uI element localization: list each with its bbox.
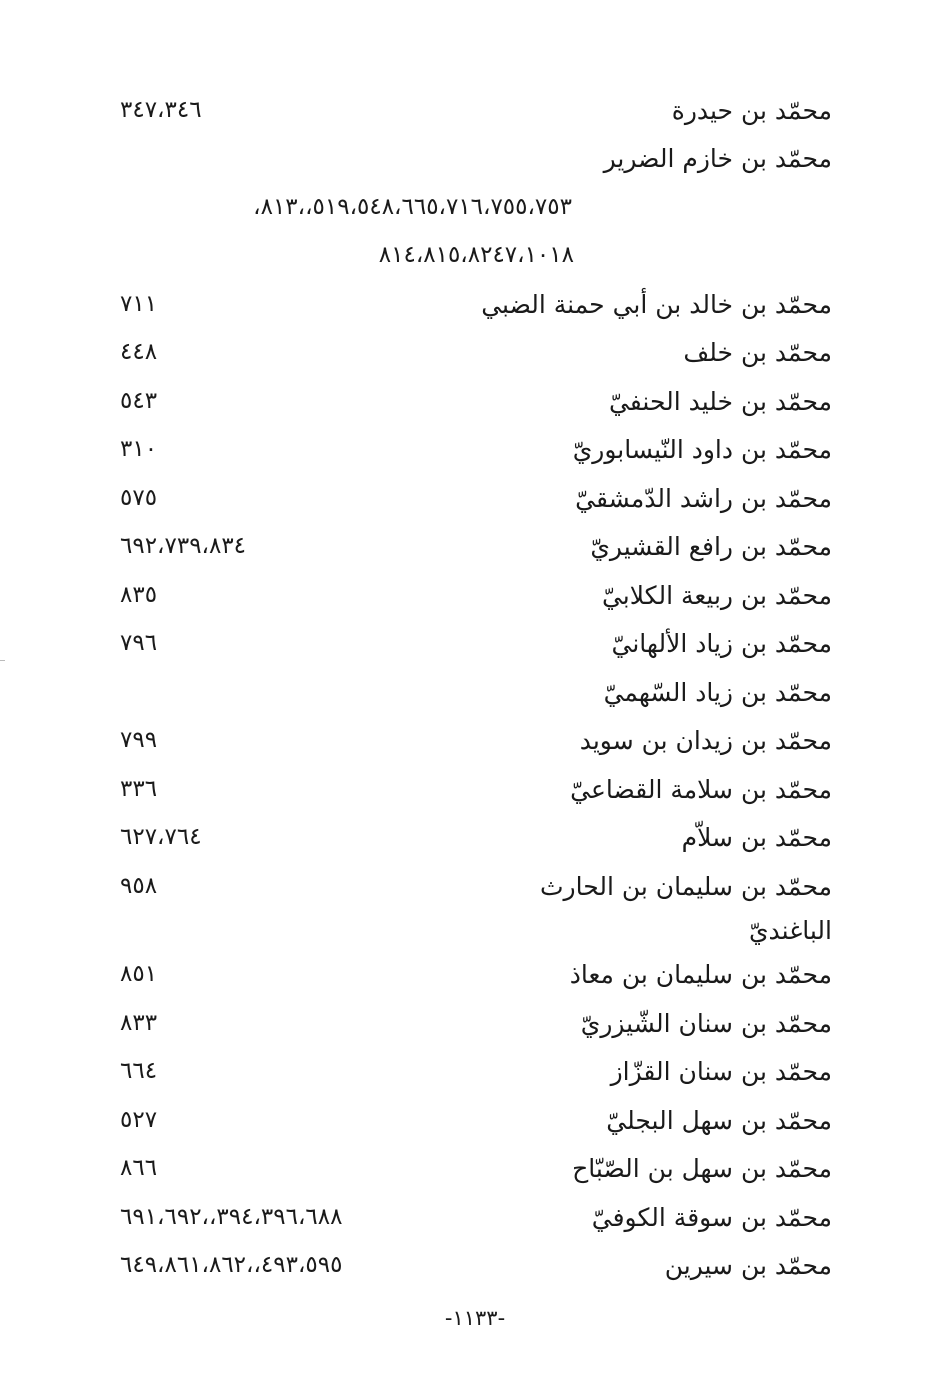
entry-pages: ٨٥١	[120, 961, 158, 988]
index-entry	[120, 717, 832, 766]
entry-pages: ٣٩٤،٣٩٦،٦٨٨،،٦٩١،٦٩٢	[120, 1203, 343, 1230]
entry-name: محمّد بن خليد الحنفيّ	[608, 386, 832, 416]
entry-pages: ٥٤٣	[120, 387, 158, 414]
entry-pages: ٦٢٧،٧٦٤	[120, 824, 202, 851]
entry-name: محمّد بن سليمان بن معاذ	[569, 960, 832, 990]
index-entry	[120, 951, 832, 1000]
entry-name: محمّد بن زياد السّهميّ	[603, 677, 832, 707]
entry-name: محمّد بن سلامة القضاعيّ	[570, 774, 832, 804]
index-entries	[120, 86, 832, 1290]
index-entry	[120, 1145, 832, 1194]
entry-name: محمّد بن سوقة الكوفيّ	[591, 1202, 832, 1232]
index-entry	[120, 999, 832, 1048]
entry-name: محمّد بن ربيعة الكلابيّ	[601, 580, 832, 610]
index-entry	[120, 426, 832, 475]
index-entry	[120, 474, 832, 523]
entry-name: محمّد بن خالد بن أبي حمنة الضبي	[481, 289, 832, 319]
index-entry	[120, 862, 832, 911]
entry-pages: ٤٩٣،٥٩٥،،٦٤٩،٨٦١،٨٦٢	[120, 1252, 343, 1279]
index-entry	[120, 814, 832, 863]
index-entry	[120, 620, 832, 669]
entry-pages: ٧٩٦	[120, 630, 158, 657]
entry-name: محمّد بن رافع القشيريّ	[590, 532, 832, 562]
entry-name: محمّد بن راشد الدّمشقيّ	[575, 483, 832, 513]
page-number: -١١٣٣-	[444, 1306, 506, 1330]
entry-name: محمّد بن خلف	[683, 338, 832, 368]
entry-pages: ٩٥٨	[120, 872, 158, 899]
entry-pages: ٥٧٥	[120, 484, 158, 511]
entry-name: محمّد بن داود النّيسابوريّ	[572, 435, 832, 465]
entry-name: محمّد بن سيرين	[664, 1251, 832, 1281]
entry-pages: ٣١٠	[120, 436, 158, 463]
entry-pages: ٨١٤،٨١٥،٨٢٤٧،١٠١٨	[378, 242, 574, 269]
entry-pages: ٧١١	[120, 290, 158, 317]
entry-pages: ٣٣٦	[120, 775, 158, 802]
scan-edge-mark	[0, 660, 5, 661]
index-entry	[120, 1096, 832, 1145]
entry-pages: ٥٢٧	[120, 1106, 158, 1133]
entry-name: محمّد بن زيدان بن سويد	[579, 726, 832, 756]
index-entry	[120, 1048, 832, 1097]
entry-pages: ٥١٩،٥٤٨،٦٦٥،٧١٦،٧٥٥،٧٥٣،،٨١٣،	[253, 193, 572, 220]
entry-name: محمّد بن سهل البجليّ	[606, 1105, 832, 1135]
index-entry	[120, 329, 832, 378]
index-entry	[120, 668, 832, 717]
index-entry	[120, 377, 832, 426]
entry-pages: ٨٣٥	[120, 581, 158, 608]
index-entry	[120, 280, 832, 329]
entry-name: محمّد بن سهل بن الصّبّاح	[572, 1154, 832, 1184]
entry-pages: ٦٦٤	[120, 1058, 158, 1085]
entry-name: محمّد بن خازم الضرير	[603, 144, 832, 174]
index-entry-name-continuation	[120, 911, 832, 951]
entry-pages: ٣٤٧،٣٤٦	[120, 96, 202, 123]
index-entry	[120, 135, 832, 184]
index-entry	[120, 1242, 832, 1291]
entry-pages: ٧٩٩	[120, 727, 158, 754]
entry-pages: ٦٩٢،٧٣٩،٨٣٤	[120, 533, 247, 560]
index-entry	[120, 86, 832, 135]
index-entry	[120, 523, 832, 572]
entry-name: محمّد بن حيدرة	[671, 95, 832, 125]
index-entry-continuation	[120, 232, 832, 281]
entry-name: الباغنديّ	[748, 916, 832, 945]
entry-pages: ٤٤٨	[120, 339, 158, 366]
entry-name: محمّد بن سليمان بن الحارث	[540, 871, 832, 901]
entry-pages: ٨٦٦	[120, 1155, 158, 1182]
index-entry	[120, 1193, 832, 1242]
index-entry	[120, 765, 832, 814]
index-entry-continuation	[120, 183, 832, 232]
index-entry	[120, 571, 832, 620]
entry-name: محمّد بن زياد الألهانيّ	[611, 629, 832, 659]
entry-name: محمّد بن سنان الشّيزريّ	[580, 1008, 832, 1038]
entry-name: محمّد بن سلاّم	[681, 823, 832, 853]
entry-pages: ٨٣٣	[120, 1009, 158, 1036]
entry-name: محمّد بن سنان القزّاز	[610, 1057, 832, 1087]
